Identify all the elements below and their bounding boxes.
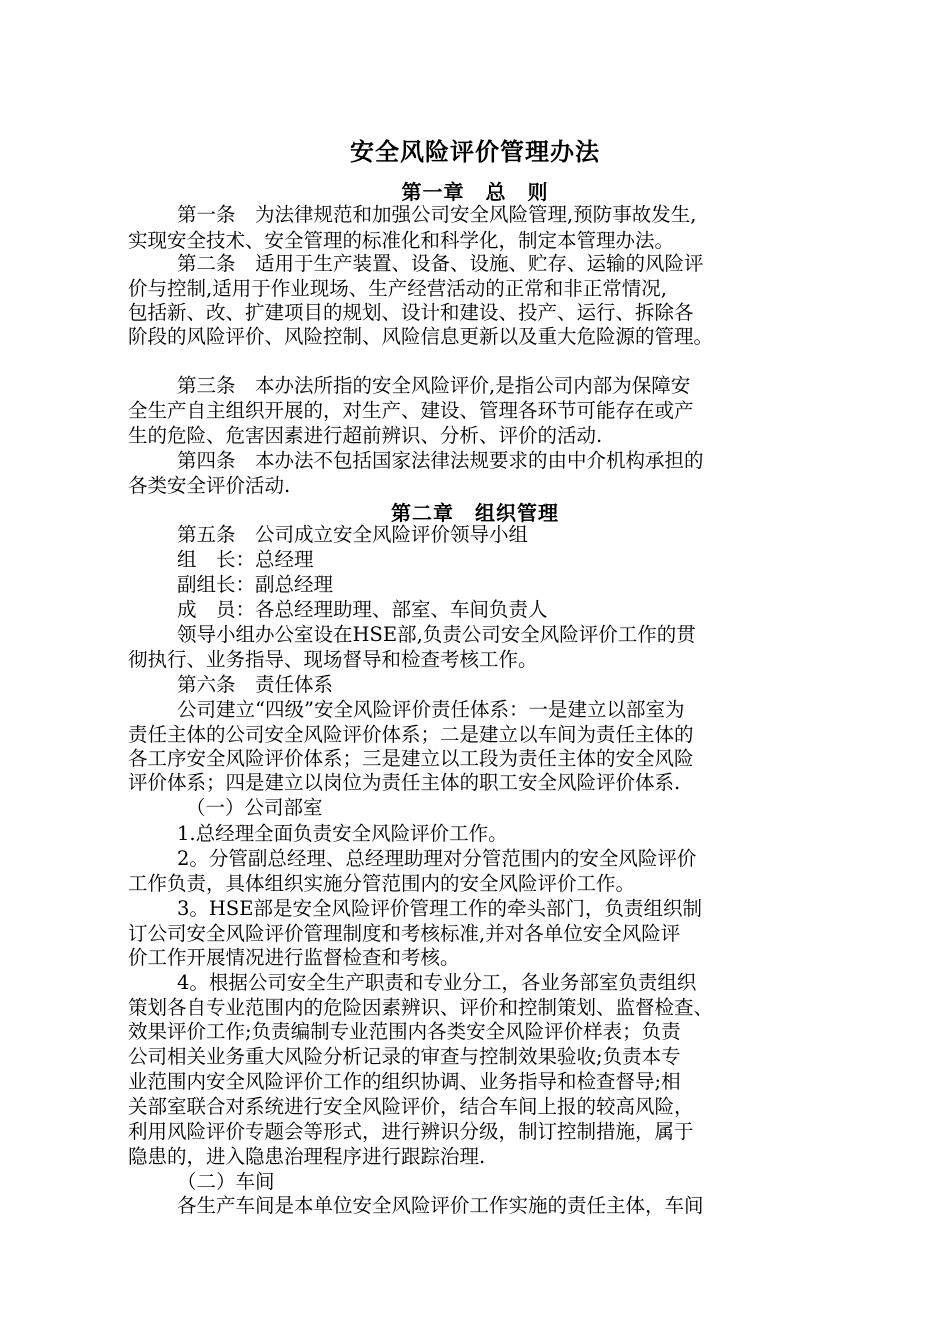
paragraph-line: 各类安全评价活动. [128,474,291,497]
paragraph-line: 第六条 责任体系 [177,673,334,696]
paragraph-line: 各工序安全风险评价体系；三是建立以工段为责任主体的安全风险 [128,747,694,770]
paragraph-line: 领导小组办公室设在HSE部,负责公司安全风险评价工作的贯 [177,623,696,646]
paragraph-line: 责任主体的公司安全风险评价体系；二是建立以车间为责任主体的 [128,723,694,746]
subsection-heading: （一）公司部室 [186,796,323,819]
paragraph-line: 业范围内安全风险评价工作的组织协调、业务指导和检查督导;相 [128,1070,681,1093]
document-title: 安全风险评价管理办法 [350,137,600,166]
paragraph-line: 彻执行、业务指导、现场督导和检查考核工作。 [128,648,538,671]
paragraph-line: 第一条 为法律规范和加强公司安全风险管理,预防事故发生, [177,203,697,226]
chapter-heading-1: 第一章 总 则 [401,180,549,204]
paragraph-line: 副组长：副总经理 [177,573,334,596]
paragraph-line: 阶段的风险评价、风险控制、风险信息更新以及重大危险源的管理。 [128,325,714,348]
paragraph-line: 效果评价工作;负责编制专业范围内各类安全风险评价样表；负责 [128,1020,681,1043]
paragraph-line: 策划各自专业范围内的危险因素辨识、评价和控制策划、监督检查、 [128,996,714,1019]
paragraph-line: 组 长：总经理 [177,548,314,571]
paragraph-line: 2。分管副总经理、总经理助理对分管范围内的安全风险评价 [177,847,697,870]
paragraph-line: 第三条 本办法所指的安全风险评价,是指公司内部为保障安 [177,374,691,397]
paragraph-line: 公司相关业务重大风险分析记录的审查与控制效果验收;负责本专 [128,1045,681,1068]
paragraph-line: 价与控制,适用于作业现场、生产经营活动的正常和非正常情况, [128,277,667,300]
paragraph-line: 第四条 本办法不包括国家法律法规要求的由中介机构承担的 [177,449,704,472]
paragraph-line: 各生产车间是本单位安全风险评价工作实施的责任主体，车间 [177,1194,704,1217]
paragraph-line: 评价体系；四是建立以岗位为责任主体的职工安全风险评价体系. [128,771,681,794]
paragraph-line: 订公司安全风险评价管理制度和考核标准,并对各单位安全风险评 [128,922,681,945]
paragraph-line: 包括新、改、扩建项目的规划、设计和建设、投产、运行、拆除各 [128,301,694,324]
paragraph-line: 隐患的，进入隐患治理程序进行跟踪治理. [128,1145,486,1168]
paragraph-line: 成 员：各总经理助理、部室、车间负责人 [177,598,548,621]
paragraph-line: 第二条 适用于生产装置、设备、设施、贮存、运输的风险评 [177,252,704,275]
paragraph-line: 价工作开展情况进行监督检查和考核。 [128,946,460,969]
paragraph-line: 关部室联合对系统进行安全风险评价，结合车间上报的较高风险， [128,1095,694,1118]
chapter-heading-2: 第二章 组织管理 [391,501,559,525]
subsection-heading: （二）车间 [177,1170,275,1193]
paragraph-line: 第五条 公司成立安全风险评价领导小组 [177,523,529,546]
paragraph-line: 4。根据公司安全生产职责和专业分工，各业务部室负责组织 [177,971,697,994]
paragraph-line: 利用风险评价专题会等形式，进行辨识分级，制订控制措施，属于 [128,1120,694,1143]
paragraph-line: 工作负责，具体组织实施分管范围内的安全风险评价工作。 [128,872,636,895]
paragraph-line: 1.总经理全面负责安全风险评价工作。 [177,822,508,845]
paragraph-line: 生的危险、危害因素进行超前辨识、分析、评价的活动. [128,424,603,447]
paragraph-line: 全生产自主组织开展的，对生产、建设、管理各环节可能存在或产 [128,399,694,422]
paragraph-line: 实现安全技术、安全管理的标准化和科学化，制定本管理办法。 [128,229,675,252]
paragraph-line: 3。HSE部是安全风险评价管理工作的牵头部门，负责组织制 [177,897,703,920]
paragraph-line: 公司建立“四级”安全风险评价责任体系：一是建立以部室为 [177,698,685,721]
